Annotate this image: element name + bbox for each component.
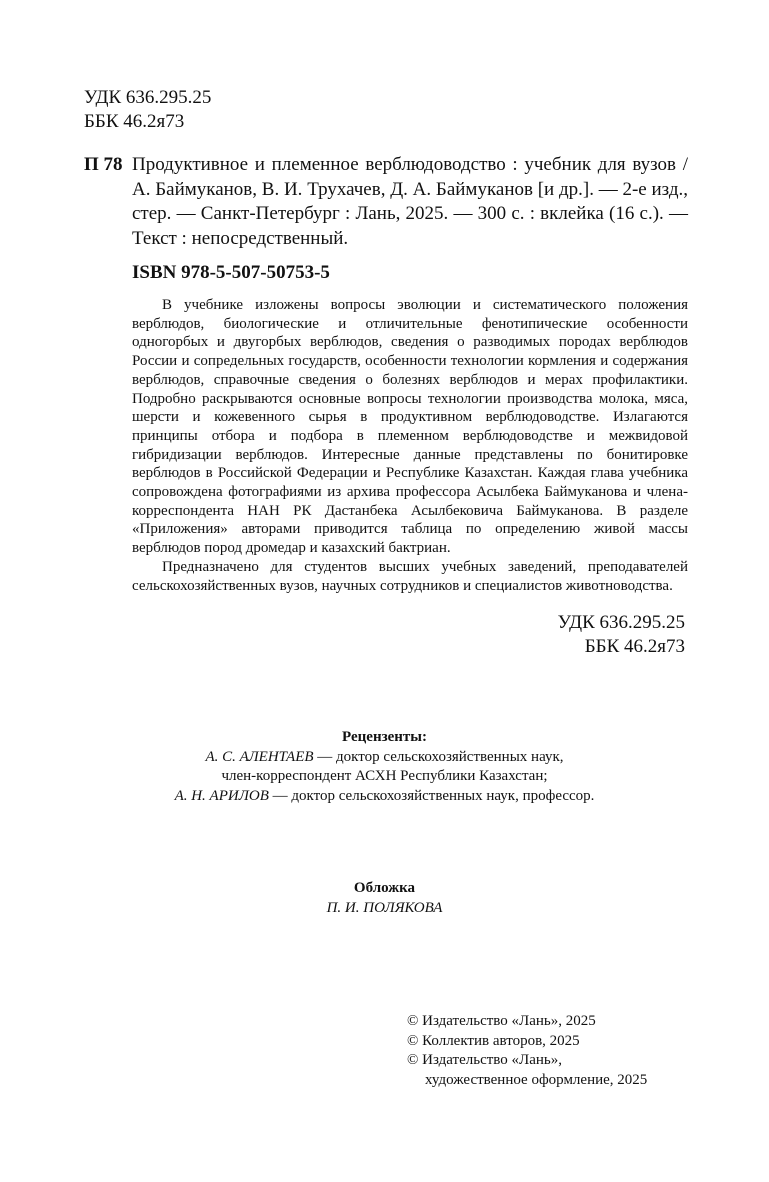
reviewer-description: — доктор сельскохозяйственных наук, профессор. xyxy=(268,788,595,805)
reviewers-block xyxy=(0,728,769,807)
cover-designer: П. И. ПОЛЯКОВА xyxy=(326,899,443,916)
copyright-block xyxy=(407,1012,647,1091)
reviewer-description: член-корреспондент АСХН Республики Казахстан; xyxy=(221,768,548,785)
cover-heading: Обложка xyxy=(353,880,416,896)
abstract xyxy=(132,296,688,595)
udk-code: УДК 636.295.25 xyxy=(557,612,685,633)
copyright-line: © Издательство «Лань», xyxy=(407,1052,562,1069)
abstract-paragraph: В учебнике изложены вопросы эволюции и систематического положения верблюдов, биологические и отличительные фенотипические особенности одногорбых и двугорбых верблюдов, сведения о разводимых породах верблюдов России и сопредельных государств, особенности технологии кормления и содержания верблюдов, справочные сведения о болезнях верблюдов и мерах профилактики. Подробно раскрываются основные вопросы технологии производства молока, мяса, шерсти и кожевенного сырья в продуктивном верблюдоводстве. Излагаются принципы отбора и подбора в племенном верблюдоводстве и межвидовой гибридизации верблюдов. Интересные данные представлены по бонитировке верблюдов в Российской Федерации и Республике Казахстан. Каждая глава учебника сопровождена фотографиями из архива профессора Асылбека Баймуканова и члена-корреспондента НАН РК Дастанбека Асылбековича Баймуканова. В разделе «Приложения» авторами приводится таблица по определению живой массы верблюдов пород дромедар и казахский бактриан. xyxy=(132,297,688,557)
copyright-line: © Издательство «Лань», 2025 xyxy=(407,1013,596,1029)
bbk-code: ББК 46.2я73 xyxy=(84,111,185,132)
reviewer-name: А. С. АЛЕНТАЕВ xyxy=(205,748,314,765)
author-mark: П 78 xyxy=(84,154,123,175)
bibliographic-entry xyxy=(84,153,688,251)
bibliographic-description: Продуктивное и племенное верблюдоводство : учебник для вузов / А. Баймуканов, В. И. Трухачев, Д. А. Баймуканов [и др.]. — 2-е изд., стер. — Санкт-Петербург : Лань, 2025. — 300 с. : вклейка (16 с.). — Текст : непосредственный. xyxy=(132,154,688,249)
copyright-line: художественное оформление, 2025 xyxy=(425,1072,648,1089)
reviewer-description: — доктор сельскохозяйственных наук, xyxy=(313,748,564,765)
isbn: ISBN 978-5-507-50753-5 xyxy=(132,262,330,283)
classification-codes-bottom xyxy=(480,611,685,659)
classification-codes-top xyxy=(84,86,211,134)
reviewer-name: А. Н. АРИЛОВ xyxy=(174,788,269,805)
cover-credit xyxy=(0,879,769,918)
reviewer-entry xyxy=(0,748,769,768)
reviewers-heading: Рецензенты: xyxy=(342,729,427,745)
bbk-code: ББК 46.2я73 xyxy=(584,636,685,657)
udk-code: УДК 636.295.25 xyxy=(84,87,212,108)
abstract-paragraph: Предназначено для студентов высших учебных заведений, преподавателей сельскохозяйственных вузов, научных сотрудников и специалистов животноводства. xyxy=(132,558,688,594)
reviewer-entry xyxy=(0,787,769,807)
copyright-line: © Коллектив авторов, 2025 xyxy=(407,1032,580,1049)
